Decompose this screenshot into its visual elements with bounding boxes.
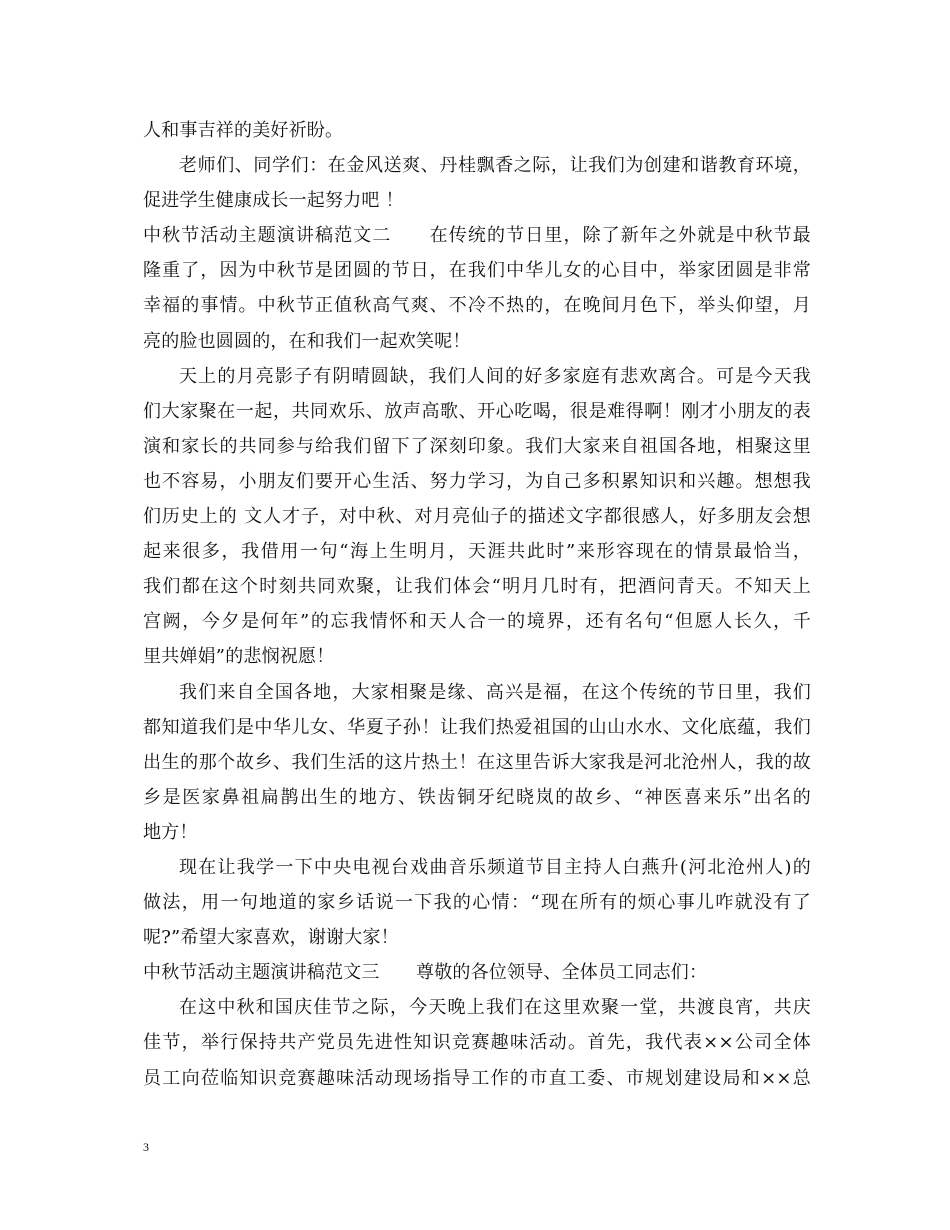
text-line: 呢?”希望大家喜欢，谢谢大家！ (143, 927, 399, 949)
text-line: 宫阙，今夕是何年”的忘我情怀和天人合一的境界，还有名句“但愿人长久，千 (143, 611, 811, 633)
document-body (143, 113, 811, 1096)
text-line: 我们来自全国各地，大家相聚是缘、高兴是福，在这个传统的节日里，我们 (179, 681, 811, 703)
text-line: 隆重了，因为中秋节是团圆的节日，在我们中华儿女的心目中，举家团圆是非常 (143, 260, 811, 282)
text-line: 现在让我学一下中央电视台戏曲音乐频道节目主持人白燕升(河北沧州人)的 (179, 856, 811, 878)
text-line: 亮的脸也圆圆的，在和我们一起欢笑呢！ (143, 330, 471, 352)
text-line: 乡是医家鼻祖扁鹊出生的地方、铁齿铜牙纪晓岚的故乡、“神医喜来乐”出名的 (143, 786, 811, 808)
text-line: 我们都在这个时刻共同欢聚，让我们体会“明月几时有，把酒问青天。不知天上 (143, 576, 811, 598)
text-line: 地方！ (143, 821, 198, 843)
text-line: 出生的那个故乡、我们生活的这片热土！在这里告诉大家我是河北沧州人，我的故 (143, 751, 811, 773)
text-line: 都知道我们是中华儿女、华夏子孙！让我们热爱祖国的山山水水、文化底蕴，我们 (143, 716, 811, 738)
text-line: 起来很多，我借用一句“海上生明月，天涯共此时”来形容现在的情景最恰当， (143, 541, 811, 563)
page-number: 3 (143, 1140, 149, 1154)
text-line: 们历史上的 文人才子，对中秋、对月亮仙子的描述文字都很感人，好多朋友会想 (143, 506, 811, 528)
text-line: 演和家长的共同参与给我们留下了深刻印象。我们大家来自祖国各地，相聚这里 (143, 435, 811, 457)
text-line: 幸福的事情。中秋节正值秋高气爽、不冷不热的，在晚间月色下，举头仰望，月 (143, 295, 811, 317)
text-line: 做法，用一句地道的家乡话说一下我的心情：“现在所有的烦心事儿咋就没有了 (143, 892, 811, 914)
text-line: 天上的月亮影子有阴晴圆缺，我们人间的好多家庭有悲欢离合。可是今天我 (179, 365, 811, 387)
text-line: 人和事吉祥的美好祈盼。 (143, 120, 344, 141)
text-line: 在这中秋和国庆佳节之际，今天晚上我们在这里欢聚一堂，共渡良宵，共庆 (179, 997, 811, 1019)
text-line: 也不容易，小朋友们要开心生活、努力学习，为自己多积累知识和兴趣。想想我 (143, 470, 811, 492)
text-line: 促进学生健康成长一起努力吧 ！ (143, 190, 404, 212)
text-line: 员工向莅临知识竞赛趣味活动现场指导工作的市直工委、市规划建设局和××总 (143, 1067, 811, 1089)
text-line: 佳节，举行保持共产党员先进性知识竞赛趣味活动。首先，我代表××公司全体 (143, 1032, 811, 1054)
section-heading-line: 中秋节活动主题演讲稿范文二 在传统的节日里，除了新年之外就是中秋节最 (143, 225, 811, 247)
section-heading-line: 中秋节活动主题演讲稿范文三 尊敬的各位领导、全体员工同志们： (143, 962, 708, 984)
text-line: 们大家聚在一起，共同欢乐、放声高歌、开心吃喝，很是难得啊！刚才小朋友的表 (143, 400, 811, 422)
text-line: 老师们、同学们：在金风送爽、丹桂飘香之际，让我们为创建和谐教育环境， (179, 155, 811, 177)
text-line: 里共婵娟”的悲悯祝愿！ (143, 646, 335, 668)
